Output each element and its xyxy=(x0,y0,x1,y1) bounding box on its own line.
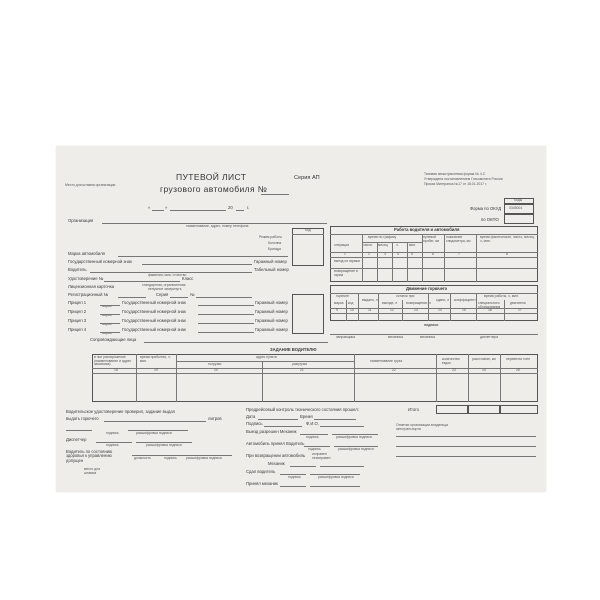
trailer-4-label: Прицеп 4 xyxy=(68,327,87,332)
bl-hint-dec-3: расшифровка подписи xyxy=(186,456,222,460)
br-fixed: исправен xyxy=(312,452,327,456)
br-owner-marks-line-1[interactable] xyxy=(396,436,536,437)
br-received-line[interactable] xyxy=(280,486,306,487)
task-col-trips: количество ездок xyxy=(442,357,460,365)
fuel-sub-mark: марка xyxy=(334,301,344,305)
code-row-brigade: Бригада xyxy=(268,247,281,251)
fuel-table-vline xyxy=(378,293,379,321)
br-handed: Сдал водитель xyxy=(246,469,276,474)
driver-hint: фамилия, имя, отчество xyxy=(148,273,187,277)
itogo-label: Итого xyxy=(408,407,419,412)
trailer-1-mark-line[interactable] xyxy=(100,305,120,306)
br-mech: Механик xyxy=(268,461,285,466)
task-col-customer: в чье распоряжение (наименование и адрес заказчика) xyxy=(94,355,132,367)
work-sub-hour: ч. xyxy=(396,243,399,247)
br-broken: неисправен xyxy=(312,456,331,460)
br-mech-line[interactable] xyxy=(290,466,316,467)
fuel-sub-code: код xyxy=(348,301,354,305)
task-table-vline xyxy=(262,361,263,402)
task-col-address: адрес пункта xyxy=(256,355,277,359)
task-table-line xyxy=(176,361,354,362)
signatures-header: подписи xyxy=(424,323,439,327)
br-owner-marks-line-3[interactable] xyxy=(396,456,536,457)
work-table-vline xyxy=(407,242,408,282)
task-col-tons: перевезти тонн xyxy=(506,357,531,361)
vehicle-make-line[interactable] xyxy=(118,256,288,257)
task-col-cargo: наименование груза xyxy=(370,359,403,363)
trailer-1-garage: Гаражный номер xyxy=(255,300,288,305)
work-num-1: 1 xyxy=(344,252,346,256)
fuel-table-vline xyxy=(450,293,451,321)
task-table-line xyxy=(92,373,538,374)
bl-hint-sign-3: подпись xyxy=(164,456,177,460)
task-num-18: 18 xyxy=(114,368,118,372)
work-col-schedule: время по графику xyxy=(368,235,397,239)
itogo-distance-box[interactable] xyxy=(468,405,500,414)
work-num-6: 6 xyxy=(432,252,434,256)
task-col-distance: расстояние, км xyxy=(472,357,496,361)
trailer-4-plate-line[interactable] xyxy=(198,332,254,333)
fuel-num-10: 10 xyxy=(350,308,354,312)
br-return: При возвращении автомобиль xyxy=(246,453,306,458)
task-num-20: 20 xyxy=(214,368,218,372)
vehicle-make-label: Марка автомобиля xyxy=(68,251,105,256)
fuel-num-12: 12 xyxy=(390,308,394,312)
form-note-2: Утверждена постановлением Госкомстата России xyxy=(424,177,503,181)
br-fio-line[interactable] xyxy=(320,426,364,427)
br-sign: Подпись xyxy=(246,421,263,426)
fuel-sub-dep: выезде, л xyxy=(382,301,398,305)
task-table-line xyxy=(92,368,538,369)
fuel-col-coef: коэффициент xyxy=(454,298,476,302)
br-hint-dec-3: расшифровка подписи xyxy=(318,475,354,479)
trailer-1-label: Прицеп 1 xyxy=(68,300,87,305)
fuel-sub-equip: специального оборудования xyxy=(478,301,501,309)
trailer-1-mark: марка xyxy=(102,304,112,308)
br-hint-dec-2: расшифровка подписи xyxy=(338,447,374,451)
br-hint-dec-1: расшифровка подписи xyxy=(336,435,372,439)
br-accept: Автомобиль принял Водитель xyxy=(246,441,305,446)
itogo-trips-box[interactable] xyxy=(436,405,468,414)
work-num-2: 2 xyxy=(368,252,370,256)
licence-card-label: Лицензионная карточка xyxy=(68,284,115,289)
bl-health: Водитель по состоянию здоровья к управлению допущен xyxy=(66,449,113,463)
fuel-table-title: Движение горючего xyxy=(406,286,448,291)
br-time-line[interactable] xyxy=(314,419,356,420)
code-row-mode: Режим работы xyxy=(259,235,282,239)
work-col-odometer: показание спидометра, км xyxy=(446,235,471,243)
code-box-header: Код xyxy=(305,228,311,232)
trailer-3-plate: Государственный номерной знак xyxy=(122,318,186,323)
work-table-vline xyxy=(362,234,363,282)
task-num-24: 24 xyxy=(482,368,486,372)
date-quote-close: » xyxy=(165,205,168,210)
licence-card-hint: стандартная, ограниченная xyxy=(142,283,186,287)
trailer-4-mark-line[interactable] xyxy=(100,332,120,333)
bl-licence-checked: Водительское удостоверение проверил, задание выдал xyxy=(66,409,176,414)
trailer-3-plate-line[interactable] xyxy=(198,323,254,324)
fuel-num-16: 16 xyxy=(488,308,492,312)
fuel-col-handed: сдано, л xyxy=(436,298,450,302)
br-hint-sign-2: подпись xyxy=(308,447,321,451)
sign-mechanic-1: механика xyxy=(388,335,403,339)
br-received: Принял механик xyxy=(246,481,278,486)
fuel-num-9: 9 xyxy=(336,308,338,312)
reg-n-line[interactable] xyxy=(196,297,252,298)
task-num-21: 21 xyxy=(300,368,304,372)
br-received-dec-line[interactable] xyxy=(310,486,360,487)
task-table-title: ЗАДАНИЕ ВОДИТЕЛЮ xyxy=(270,347,317,352)
stamp-place-label: Место для штампа организации xyxy=(65,183,116,187)
fuel-table-vline xyxy=(358,293,359,321)
br-sign-line[interactable] xyxy=(264,426,302,427)
fuel-table-vline xyxy=(402,300,403,321)
fuel-sub-ret: возвращении, л xyxy=(406,301,431,305)
sign-dispatcher: диспетчера xyxy=(480,335,499,339)
series-line[interactable] xyxy=(170,297,188,298)
n-hint: № xyxy=(190,292,195,297)
garage-number-label: Гаражный номер xyxy=(254,259,287,264)
task-table-vline xyxy=(176,354,177,402)
codes-header: Коды xyxy=(514,198,523,202)
form-note-1: Типовая межотраслевая форма № 4-С xyxy=(424,172,486,176)
trailer-1-plate-line[interactable] xyxy=(198,305,254,306)
escort-line[interactable] xyxy=(144,342,328,343)
trailer-2-plate: Государственный номерной знак xyxy=(122,309,186,314)
bl-fuel-line[interactable] xyxy=(104,421,206,422)
waybill-number-line[interactable] xyxy=(261,194,289,195)
trailer-2-label: Прицеп 2 xyxy=(68,309,87,314)
bl-stamp: место для штампа xyxy=(84,467,101,475)
fuel-table-line xyxy=(330,308,538,309)
task-num-22: 22 xyxy=(392,368,396,372)
work-num-8: 8 xyxy=(506,252,508,256)
work-row-departure: выезд из гаража xyxy=(334,259,360,263)
title-line1: ПУТЕВОЙ ЛИСТ xyxy=(176,172,247,182)
fuel-table-line xyxy=(330,313,538,314)
trailer-2-garage: Гаражный номер xyxy=(255,309,288,314)
br-hint-sign-1: подпись xyxy=(306,435,319,439)
fuel-table-vline xyxy=(428,293,429,321)
series-label: Серия АП xyxy=(294,175,320,181)
okpo-code-box[interactable] xyxy=(504,214,534,224)
task-table-vline xyxy=(468,354,469,402)
form-note-3: Приказ Минтранса №17 от 18.01.2017 г. xyxy=(424,182,487,186)
sign-fueler: заправщика xyxy=(336,335,355,339)
date-month-line[interactable] xyxy=(170,210,226,211)
work-sub-month: месяц xyxy=(378,243,388,247)
work-table-title: Работа водителя и автомобиля xyxy=(394,227,460,232)
work-sub-min: мин. xyxy=(409,243,417,247)
org-label: Организация xyxy=(68,218,94,223)
fuel-num-15: 15 xyxy=(462,308,466,312)
fuel-num-13: 13 xyxy=(414,308,418,312)
licence-no-line[interactable] xyxy=(104,281,180,282)
sign-mechanic-2: механика xyxy=(420,335,435,339)
task-num-25: 25 xyxy=(516,368,520,372)
waybill-sheet xyxy=(56,146,546,492)
fuel-col-worktime: время работы, ч, мин. xyxy=(484,294,519,298)
trailer-3-mark: марка xyxy=(102,322,112,326)
work-table-vline xyxy=(377,242,378,282)
trailer-3-garage: Гаражный номер xyxy=(255,318,288,323)
br-time: Время xyxy=(300,414,313,419)
fuel-num-14: 14 xyxy=(438,308,442,312)
br-date: Дата xyxy=(246,414,256,419)
bl-hint-sign-2: подпись xyxy=(106,443,119,447)
code-row-column: Колонна xyxy=(268,241,282,245)
task-table-vline xyxy=(500,354,501,402)
fuel-num-17: 17 xyxy=(518,308,522,312)
work-num-5: 5 xyxy=(411,252,413,256)
trailer-3-label: Прицеп 3 xyxy=(68,318,87,323)
org-hint: наименование, адрес, номер телефона xyxy=(186,224,249,228)
work-num-7: 7 xyxy=(458,252,460,256)
trailer-4-garage: Гаражный номер xyxy=(255,327,288,332)
bl-dispatcher-sign-line[interactable] xyxy=(66,430,92,431)
trailer-3-mark-line[interactable] xyxy=(100,323,120,324)
okud-label: Форма по ОКУД xyxy=(470,206,502,211)
reg-no-line[interactable] xyxy=(118,297,146,298)
br-owner-marks-line-2[interactable] xyxy=(396,446,536,447)
br-precheck: Предрейсовый контроль технического состояния прошел: xyxy=(246,407,359,412)
date-quote-open: « xyxy=(148,205,151,210)
class-label: Класс xyxy=(182,276,194,281)
task-table-vline xyxy=(436,354,437,402)
work-row-return: возвращение в гараж xyxy=(334,269,358,277)
date-year-line[interactable] xyxy=(236,210,244,211)
fuel-col-left: остаток при xyxy=(396,294,415,298)
fuel-sub-engine: двигателя xyxy=(510,301,526,305)
okud-value: 0345004 xyxy=(509,206,523,210)
title-line2: грузового автомобиля № xyxy=(160,184,268,194)
bl-hint-dec-1: расшифровка подписи xyxy=(136,431,172,435)
trailer-2-mark: марка xyxy=(102,313,112,317)
br-owner-marks: Отметки организации-владельца автотранспорта xyxy=(396,423,448,431)
work-num-4: 4 xyxy=(397,252,399,256)
work-table-vline xyxy=(476,234,477,282)
br-fio: Ф.И.О. xyxy=(306,421,319,426)
work-num-3: 3 xyxy=(384,252,386,256)
bl-litres: литров xyxy=(208,416,222,421)
escort-label: Сопровождающие лица xyxy=(90,337,137,342)
task-num-19: 19 xyxy=(154,368,158,372)
task-sub-unloading: разгрузки xyxy=(292,362,307,366)
work-sub-day: число xyxy=(363,243,373,247)
trailer-1-plate: Государственный номерной знак xyxy=(122,300,186,305)
work-table-vline xyxy=(444,234,445,282)
bl-hint-sign-1: подпись xyxy=(106,431,119,435)
bl-issue-fuel: выдать горючего xyxy=(66,416,99,421)
fuel-col-issued: выдано, л xyxy=(362,298,378,302)
task-sub-loading: погрузки xyxy=(208,362,222,366)
date-g: г. xyxy=(247,205,250,210)
licence-no-label: Удостоверение № xyxy=(68,276,104,281)
fuel-table-vline xyxy=(504,300,505,321)
trailer-2-mark-line[interactable] xyxy=(100,314,120,315)
trailer-2-plate-line[interactable] xyxy=(198,314,254,315)
bl-hint-dec-2: расшифровка подписи xyxy=(146,443,182,447)
work-col-zero: нулевой пробег, км xyxy=(423,235,439,243)
trailer-4-mark: марка xyxy=(102,331,112,335)
series-hint: Серия xyxy=(156,292,169,297)
itogo-tons-box[interactable] xyxy=(500,405,538,414)
reg-no-label: Регистрационный № xyxy=(68,292,109,297)
task-table-vline xyxy=(354,354,355,402)
fuel-col-fuel: горючее xyxy=(336,294,349,298)
code-box-divider xyxy=(292,234,324,235)
fuel-num-11: 11 xyxy=(368,308,372,312)
bl-dispatcher: Диспетчер xyxy=(66,437,87,442)
work-col-operation: операция xyxy=(334,243,350,247)
br-date-line[interactable] xyxy=(258,419,298,420)
task-table-vline xyxy=(136,354,137,402)
br-release: Выезд разрешен Механик xyxy=(246,429,297,434)
work-col-actual: время фактическое, число, месяц, ч, мин. xyxy=(480,235,535,243)
okpo-label: по ОКПО xyxy=(481,217,499,222)
task-col-arrival: время прибытия, ч, мин. xyxy=(140,355,171,363)
task-num-23: 23 xyxy=(452,368,456,372)
bl-hint-pos: должность xyxy=(134,456,151,460)
br-hint-sign-3: подпись xyxy=(288,475,301,479)
work-table-vline xyxy=(422,234,423,282)
br-mech-dec-line[interactable] xyxy=(320,466,364,467)
work-table-vline xyxy=(392,242,393,282)
tab-number-label: Табельный номер xyxy=(254,267,289,272)
vehicle-plate-label: Государственный номерной знак xyxy=(68,259,132,264)
trailer-code-box xyxy=(292,294,324,334)
trailer-4-plate: Государственный номерной знак xyxy=(122,327,186,332)
date-year: 20 xyxy=(228,205,233,210)
vehicle-plate-line[interactable] xyxy=(142,264,252,265)
licence-card-hint2: ненужное зачеркнуть xyxy=(148,287,182,291)
date-day-line[interactable] xyxy=(152,210,164,211)
fuel-table-vline xyxy=(476,293,477,321)
driver-label: Водитель xyxy=(68,267,87,272)
fuel-table-vline xyxy=(346,300,347,321)
